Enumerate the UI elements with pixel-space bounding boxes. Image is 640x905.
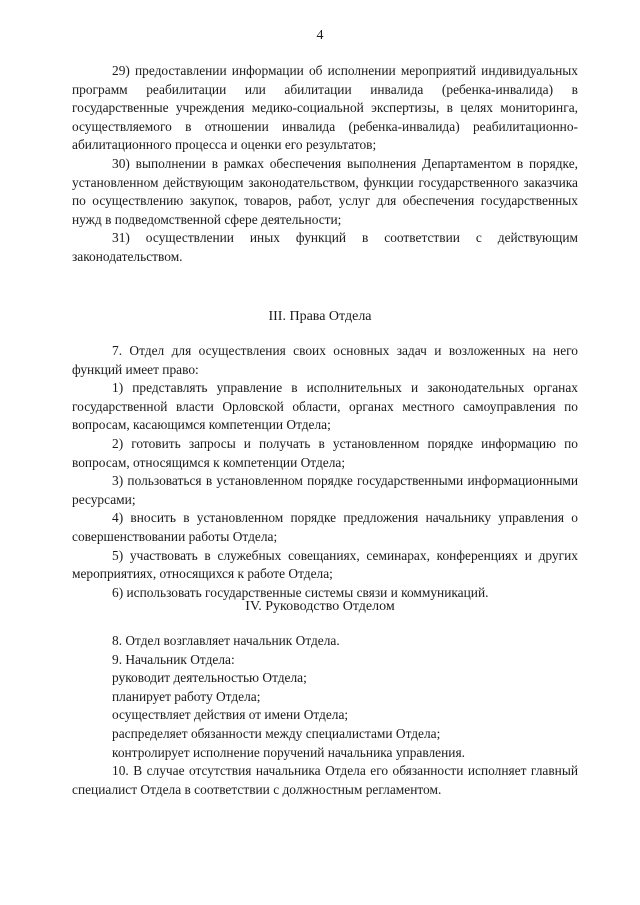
item-30: 30) выполнении в рамках обеспечения выполнения Департаментом в порядке, установленном действующим законодательством, функции государственного заказчика по осуществлению закупок, товаров, работ, услуг для обеспечения государственных нужд в подведомственной сфере деятельности; — [72, 155, 578, 227]
clause-9: 9. Начальник Отдела: — [112, 651, 235, 667]
right-item-3: 3) пользоваться в установленном порядке государственными информационными ресурсами; — [72, 473, 578, 507]
right-item-1: 1) представлять управление в исполнительных и законодательных органах государственной власти Орловской области, органах местного самоуправления по вопросам, касающимся компетенции Отдела; — [72, 380, 578, 433]
right-item-6: 6) использовать государственные системы связи и коммуникаций. — [112, 584, 489, 600]
section-rights-body — [72, 342, 578, 602]
page-number: 4 — [316, 28, 324, 43]
clause-10: 10. В случае отсутствия начальника Отдела его обязанности исполняет главный специалист Отдела в соответствии с должностным регламентом. — [72, 763, 578, 797]
section-heading-management: IV. Руководство Отделом — [245, 599, 395, 614]
item-31: 31) осуществлении иных функций в соответствии с действующим законодательством. — [72, 230, 578, 264]
right-item-4: 4) вносить в установленном порядке предложения начальнику управления о совершенствовании работы Отдела; — [72, 510, 578, 544]
duty-item: контролирует исполнение поручений начальника управления. — [112, 744, 465, 760]
duty-item: руководит деятельностью Отдела; — [112, 670, 307, 686]
functions-list-continued — [72, 62, 578, 267]
duty-item: распределяет обязанности между специалистами Отдела; — [112, 725, 441, 741]
right-item-5: 5) участвовать в служебных совещаниях, семинарах, конференциях и других мероприятиях, относящихся к работе Отдела; — [72, 547, 578, 582]
clause-8: 8. Отдел возглавляет начальник Отдела. — [112, 633, 340, 648]
item-29: 29) предоставлении информации об исполнении мероприятий индивидуальных программ реабилитации или абилитации инвалида (ребенка-инвалида) в государственные учреждения медико-социальной экспертизы, в целях мониторинга, осуществляемого в отношении инвалида (ребенка-инвалида) реабилитационно-абилитационного процесса и оценки его результатов; — [72, 63, 578, 153]
duty-item: осуществляет действия от имени Отдела; — [112, 707, 349, 723]
clause-7: 7. Отдел для осуществления своих основных задач и возложенных на него функций имеет право: — [72, 343, 578, 377]
right-item-2: 2) готовить запросы и получать в установленном порядке информацию по вопросам, относящимся к компетенции Отдела; — [72, 435, 578, 470]
section-management-body — [72, 632, 578, 799]
section-heading-rights: III. Права Отдела — [268, 309, 372, 324]
duty-item: планирует работу Отдела; — [112, 688, 261, 704]
